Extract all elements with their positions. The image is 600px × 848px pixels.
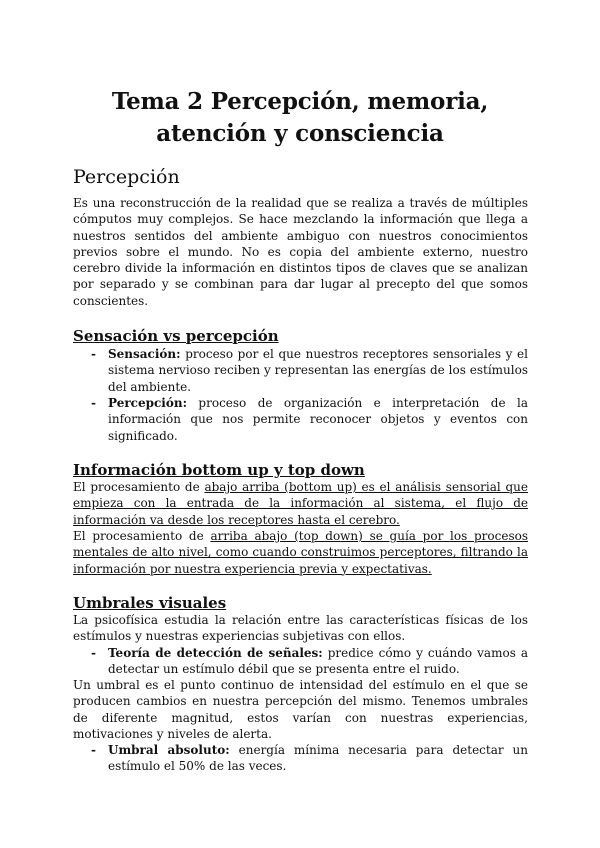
document-title-line-1: Tema 2 Percepción, memoria,: [111, 88, 489, 115]
document-title-line-2: atención y consciencia: [156, 120, 444, 147]
percepcion-paragraph: Es una reconstrucción de la realidad que se realiza a través de múltiples cómputos muy complejos. Se hace mezclando la información que llega a nuestros sentidos del ambiente ambiguo con nuestros conocimientos previos sobre el mundo. No es copia del ambiente externo, nuestro cerebro divide la información en distintos tipos de claves que se analizan por separado y se combinan para dar lugar al precepto del que somos conscientes.: [73, 196, 528, 308]
list-item-umbral-absoluto: [91, 742, 528, 775]
bullet-dash: -: [91, 646, 96, 660]
bullet-dash: -: [91, 743, 96, 757]
umbrales-paragraph-2: Un umbral es el punto continuo de intensidad del estímulo en el que se producen cambios en nuestra percepción del mismo. Tenemos umbrales de diferente magnitud, estos varían con nuestras experiencias, motivaciones y niveles de alerta.: [73, 678, 528, 741]
definition-sensacion: proceso por el que nuestros receptores sensoriales y el sistema nervioso reciben y representan las energías de los estímulos del ambiente.: [108, 347, 528, 394]
umbrales-paragraph-1: La psicofísica estudia la relación entre las características físicas de los estímulos y nuestras experiencias subjetivas con ellos.: [73, 613, 528, 644]
bullet-dash: -: [91, 396, 96, 410]
section-heading-percepcion: Percepción: [73, 166, 180, 188]
list-item-sensacion: [91, 346, 528, 395]
bottom-up-paragraph: [73, 479, 528, 528]
term-teoria-deteccion: Teoría de detección de señales:: [108, 646, 323, 660]
term-umbral-absoluto: Umbral absoluto:: [108, 743, 230, 757]
definition-umbral-absoluto: energía mínima necesaria para detectar un estímulo el 50% de las veces.: [108, 743, 529, 774]
top-down-intro: El procesamiento de: [73, 529, 211, 543]
top-down-definition: arriba abajo (top down) se guía por los procesos mentales de alto nivel, como cuando construimos perceptores, filtrando la información por nuestra experiencia previa y expectativas.: [73, 529, 529, 576]
term-sensacion: Sensación:: [108, 347, 181, 361]
subheading-sensacion: Sensación vs percepción: [73, 327, 279, 345]
bullet-dash: -: [91, 347, 96, 361]
subheading-bottom-up-top-down: Información bottom up y top down: [73, 461, 365, 479]
subheading-umbrales: Umbrales visuales: [73, 594, 227, 612]
term-percepcion: Percepción:: [108, 396, 188, 410]
bottom-up-intro: El procesamiento de: [73, 480, 205, 494]
top-down-paragraph: [73, 528, 528, 577]
list-item-percepcion: [91, 395, 528, 444]
definition-teoria-deteccion: predice cómo y cuándo vamos a detectar un estímulo débil que se presenta entre el ruido.: [108, 646, 529, 677]
definition-percepcion: proceso de organización e interpretación de la información que nos permite reconocer objetos y eventos con significado.: [108, 396, 528, 443]
list-item-teoria-deteccion: [91, 645, 528, 678]
bottom-up-definition: abajo arriba (bottom up) es el análisis sensorial que empieza con la entrada de la información al sistema, el flujo de información va desde los receptores hasta el cerebro.: [73, 480, 528, 527]
